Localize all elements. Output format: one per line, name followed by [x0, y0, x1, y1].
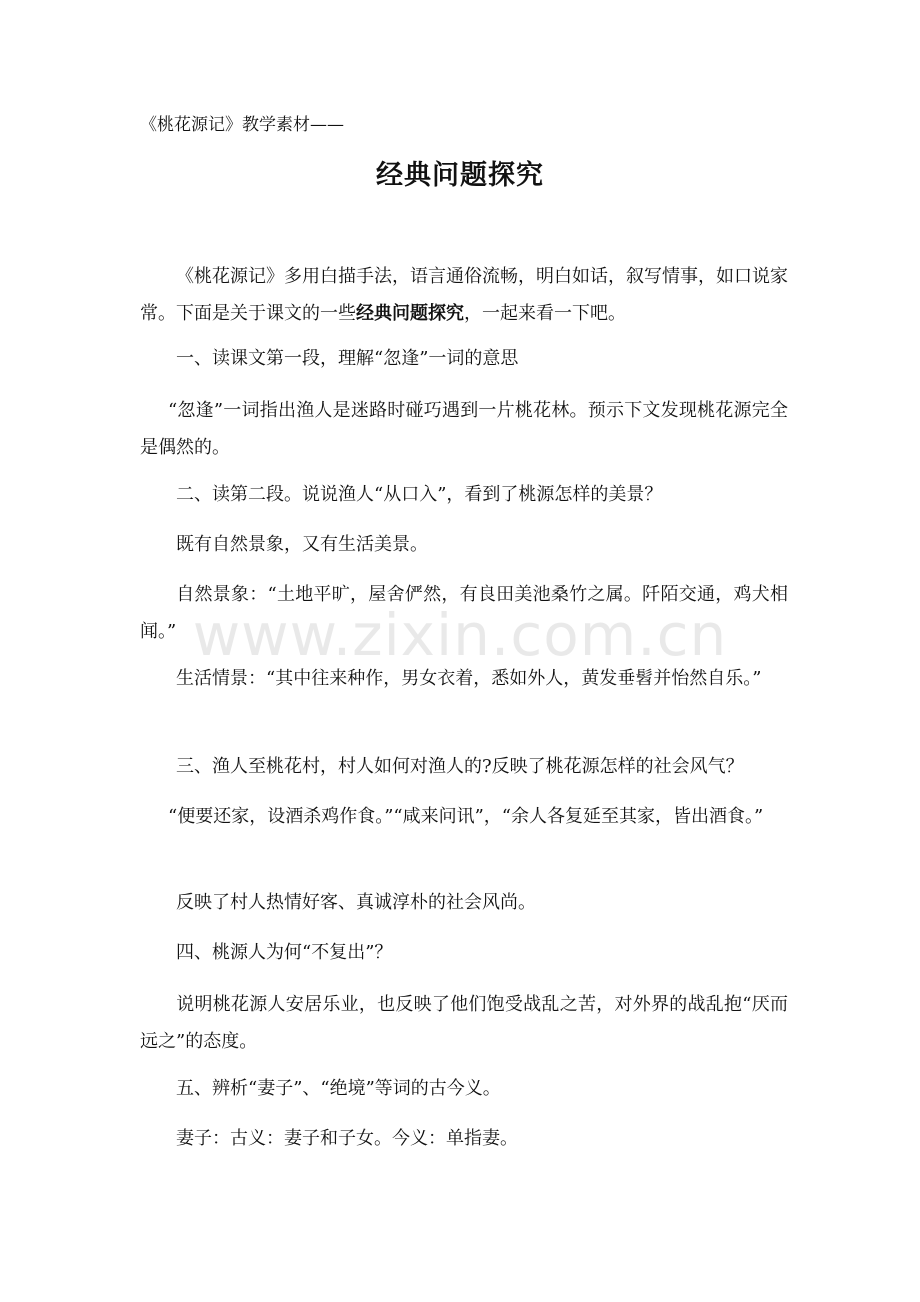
- answer-2-life: 生活情景：“其中往来种作，男女衣着，悉如外人，黄发垂髫并怡然自乐。”: [176, 668, 762, 689]
- answer-3-summary: 反映了村人热情好客、真诚淳朴的社会风尚。: [176, 892, 536, 913]
- question-1: 一、读课文第一段，理解“忽逢”一词的意思: [176, 348, 519, 369]
- question-2: 二、读第二段。说说渔人“从口入”，看到了桃源怎样的美景？: [176, 484, 663, 505]
- answer-1: “忽逢”一词指出渔人是迷路时碰巧遇到一片桃花林。预示下文发现桃花源完全是偶然的。: [140, 400, 788, 458]
- question-5: 五、辨析“妻子”、“绝境”等词的古今义。: [176, 1078, 501, 1099]
- question-4: 四、桃源人为何“不复出”？: [176, 942, 393, 963]
- intro-paragraph: [140, 258, 788, 332]
- intro-text-end: ，一起来看一下吧。: [464, 303, 626, 324]
- intro-highlight: 经典问题探究: [356, 303, 464, 324]
- watermark: www.zixin.com.cn: [192, 601, 728, 669]
- question-3: 三、渔人至桃花村，村人如何对渔人的?反映了桃花源怎样的社会风气？: [176, 756, 744, 777]
- answer-4: 说明桃花源人安居乐业，也反映了他们饱受战乱之苦，对外界的战乱抱“厌而远之”的态度。: [140, 994, 788, 1052]
- intro-text: 《桃花源记》多用白描手法，语言通俗流畅，明白如话，叙写情事，如口说家常。下面是关于课文的一些: [140, 266, 788, 324]
- answer-3-quotes: “便要还家，设酒杀鸡作食。”“咸来问讯”，“余人各复延至其家，皆出酒食。”: [168, 806, 764, 827]
- document-title: 经典问题探究: [376, 160, 544, 191]
- answer-2-nature: 自然景象：“土地平旷，屋舍俨然，有良田美池桑竹之属。阡陌交通，鸡犬相闻。”: [140, 584, 788, 642]
- document-subtitle: 《桃花源记》教学素材——: [140, 115, 344, 135]
- answer-5: 妻子：古义：妻子和子女。今义：单指妻。: [176, 1128, 518, 1149]
- answer-2-summary: 既有自然景象，又有生活美景。: [176, 534, 428, 555]
